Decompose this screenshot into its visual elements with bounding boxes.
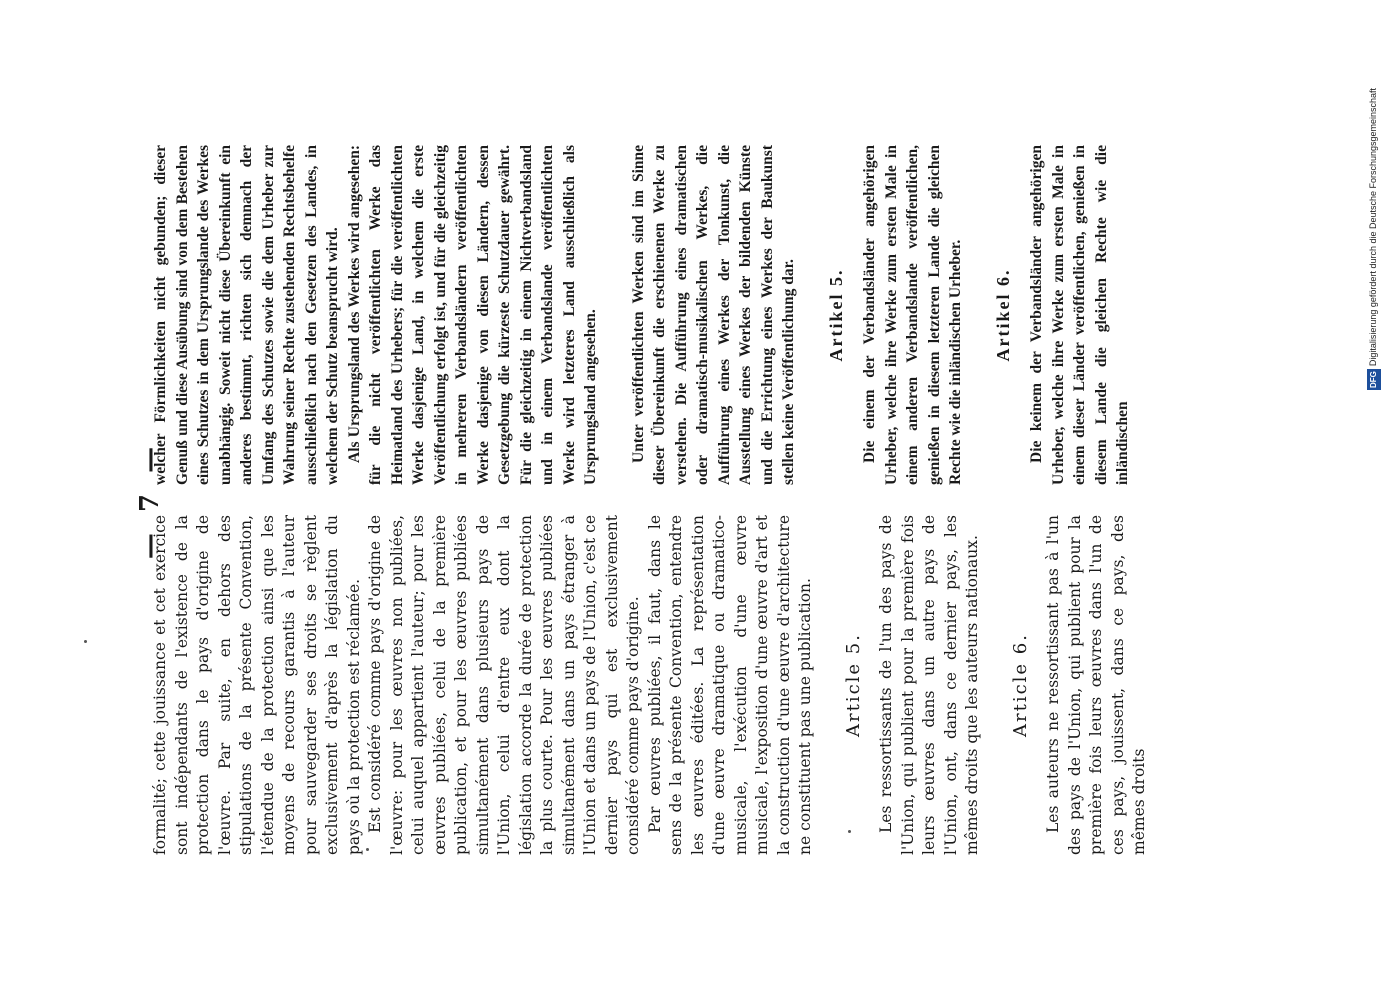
french-paragraph-3: Par œuvres publiées, il faut, dans le sens de la présente Convention, entendre les œuvres éditées. La représentation d'une œuvre dramatique ou dramatico-musicale, l'exécution d'une œuvre musicale, l'exposition d'une œuvre d'art et la construction d'une œuvre d'architecture ne constituent pas une publication. <box>645 515 814 855</box>
german-paragraph-3: Unter veröffentlichten Werken sind im Sinne dieser Übereinkunft die erschienenen Werke zu verstehen. Die Aufführung eines dramatischen oder dramatisch-musikalischen Werkes, die Aufführung eines Werkes der Tonkunst, die Ausstellung eines Werkes der bildenden Künste und die Errichtung eines Werkes der Baukunst stellen keine Veröffentlichung dar. <box>629 145 797 485</box>
french-article-5-text: Les ressortissants de l'un des pays de l'Union, qui publient pour la première fois leurs œuvres dans un autre pays de l'Union, ont, dans ce dernier pays, les mêmes droits que les auteurs nationaux. <box>877 515 981 855</box>
german-article-6-text: Die keinem der Verbandsländer angehörigen Urheber, welche ihre Werke zum ersten Male in einem dieser Länder veröffentlichen, genießen in diesem Lande die gleichen Rechte wie die inländischen <box>1028 145 1131 485</box>
german-column <box>150 145 1134 485</box>
print-speck <box>366 848 369 851</box>
german-article-6-title: Artikel 6. <box>992 268 1013 362</box>
credit-text: Digitalisierung gefördert durch die Deutsche Forschungsgemeinschaft <box>1368 87 1378 367</box>
french-column <box>150 515 1151 855</box>
french-paragraph-1: formalité; cette jouissance et cet exercice sont indépendants de l'existence de la protection dans le pays d'origine de l'œuvre. Par suite, en dehors des stipulations de la présente Convention, l'étendue de la protection ainsi que les moyens de recours garantis à l'auteur pour sauvegarder ses droits se règlent exclusivement d'après la législation du pays où la protection est réclamée. <box>151 515 363 855</box>
print-speck <box>848 830 851 833</box>
digitization-credit <box>1366 10 1380 390</box>
dfg-logo: DFG <box>1367 369 1381 390</box>
french-article-6-text: Les auteurs ne ressortissant pas à l'un des pays de l'Union, qui publient pour la première fois leurs œuvres dans l'un de ces pays, jouissent, dans ce pays, des mêmes droits <box>1044 515 1148 855</box>
french-article-5-title: Article 5. <box>842 633 864 737</box>
page-number: — 7 — <box>135 440 165 560</box>
print-speck <box>84 640 87 643</box>
german-spacer <box>602 145 628 485</box>
french-paragraph-2: Est considéré comme pays d'origine de l'œuvre: pour les œuvres non publiées, celui auquel appartient l'auteur; pour les œuvres publiées, celui de la première publication, et pour les œuvres publiées simultanément dans plusieurs pays de l'Union, celui d'entre eux dont la législation accorde la durée de protection la plus courte. Pour les œuvres publiées simultanément dans un pays étranger à l'Union et dans un pays de l'Union, c'est ce dernier pays qui est exclusivement considéré comme pays d'origine. <box>366 515 642 855</box>
rotated-page-content <box>130 145 1240 855</box>
german-article-5-title: Artikel 5. <box>825 268 846 362</box>
german-paragraph-2: Als Ursprungsland des Werkes wird angesehen: für die nicht veröffentlichten Werke das Heimatland des Urhebers; für die veröffentlichten Werke dasjenige Land, in welchem die erste Veröffentlichung erfolgt ist, und für die gleichzeitig in mehreren Verbandsländern veröffentlichten Werke dasjenige von diesen Ländern, dessen Gesetzgebung die kürzeste Schutzdauer gewährt. Für die gleichzeitig in einem Nichtverbandsland und in einem Verbandslande veröffentlichten Werke wird letzteres Land ausschließlich als Ursprungsland angesehen. <box>345 145 599 485</box>
german-paragraph-1: welcher Förmlichkeiten nicht gebunden; dieser Genuß und diese Ausübung sind von dem Bestehen eines Schutzes in dem Ursprungslande des Werkes unabhängig. Soweit nicht diese Übereinkunft ein anderes bestimmt, richten sich demnach der Umfang des Schutzes sowie die dem Urheber zur Wahrung seiner Rechte zustehenden Rechtsbehelfe ausschließlich nach den Gesetzen des Landes, in welchem der Schutz beansprucht wird. <box>152 145 341 485</box>
german-article-5-text: Die einem der Verbandsländer angehörigen Urheber, welche ihre Werke zum ersten Male in einem anderen Verbandslande veröffentlichen, genießen in diesem letzteren Lande die gleichen Rechte wie die inländischen Urheber. <box>861 145 964 485</box>
french-article-6-title: Article 6. <box>1009 633 1031 737</box>
